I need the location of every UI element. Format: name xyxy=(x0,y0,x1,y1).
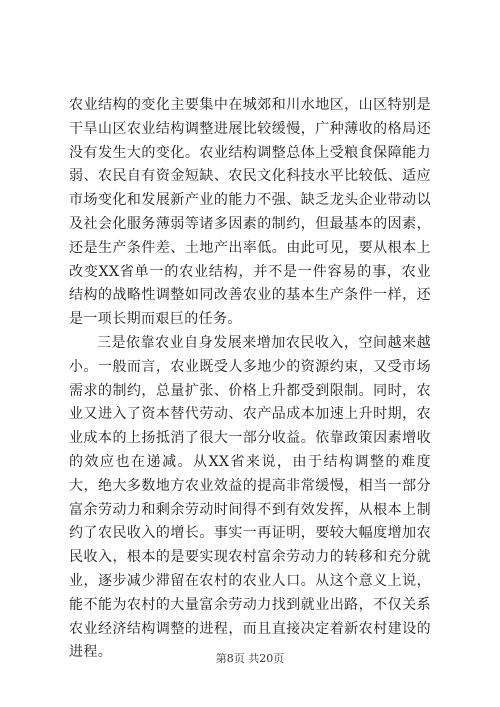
paragraph-2: 三是依靠农业自身发展来增加农民收入，空间越来越小。一般而言，农业既受人多地少的资源约束，又受市场需求的制约，总量扩张、价格上升都受到限制。同时，农业又进入了资本替代劳动、农产品成本加速上升时期，农业成本的上扬抵消了很大一部分收益。依靠政策因素增收的效应也在递减。从XX省来说，由于结构调整的难度大，绝大多数地方农业效益的提高非常缓慢，相当一部分富余劳动力和剩余劳动时间得不到有效发挥，从根本上制约了农民收入的增长。事实一再证明，要较大幅度增加农民收入，根本的是要实现农村富余劳动力的转移和充分就业，逐步减少滞留在农村的农业人口。从这个意义上说，能不能为农村的大量富余劳动力找到就业出路，不仅关系农业经济结构调整的进程，而且直接决定着新农村建设的进程。 xyxy=(69,334,431,661)
document-body xyxy=(69,94,431,665)
paragraph-1: 农业结构的变化主要集中在城郊和川水地区，山区特别是干旱山区农业结构调整进展比较缓慢，广种薄收的格局还没有发生大的变化。农业结构调整总体上受粮食保障能力弱、农民自有资金短缺、农民文化科技水平比较低、适应市场变化和发展新产业的能力不强、缺乏龙头企业带动以及社会化服务薄弱等诸多因素的制约，但最基本的因素，还是生产条件差、土地产出率低。由此可见，要从根本上改变XX省单一的农业结构，并不是一件容易的事，农业结构的战略性调整如同改善农业的基本生产条件一样，还是一项长期而艰巨的任务。 xyxy=(69,97,431,328)
page-footer: 第8页 共20页 xyxy=(215,652,285,665)
